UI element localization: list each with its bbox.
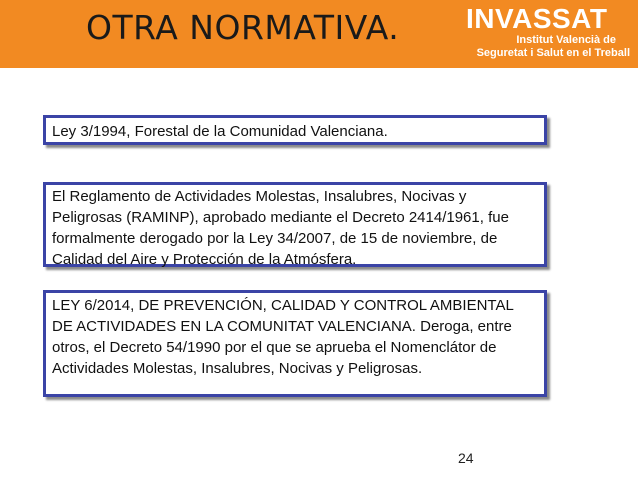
- logo-wordmark: INVASSAT: [466, 3, 608, 34]
- invassat-logo: [466, 4, 634, 62]
- regulation-text: LEY 6/2014, DE PREVENCIÓN, CALIDAD Y CONTROL AMBIENTAL DE ACTIVIDADES EN LA COMUNITAT VALENCIANA. Deroga, entre otros, el Decreto 54/1990 por el que se aprueba el Nomenclátor de Actividades Molestas, Insalubres, Nocivas y Peligrosas.: [52, 297, 514, 377]
- page-title: OTRA NORMATIVA.: [86, 8, 400, 47]
- page-number: 24: [458, 450, 474, 466]
- regulation-box-raminp: [43, 182, 547, 267]
- logo-subtitle-line1: Institut Valencià de: [516, 34, 616, 46]
- logo-subtitle-line2: Seguretat i Salut en el Treball: [476, 47, 630, 59]
- regulation-text: Ley 3/1994, Forestal de la Comunidad Valenciana.: [52, 123, 388, 140]
- regulation-text: El Reglamento de Actividades Molestas, Insalubres, Nocivas y Peligrosas (RAMINP), aprobado mediante el Decreto 2414/1961, fue formalmente derogado por la Ley 34/2007, de 15 de noviembre, de Calidad del Aire y Protección de la Atmósfera.: [52, 188, 509, 268]
- regulation-box-ley-6-2014: [43, 290, 547, 397]
- regulation-box-ley-3-1994: [43, 115, 547, 145]
